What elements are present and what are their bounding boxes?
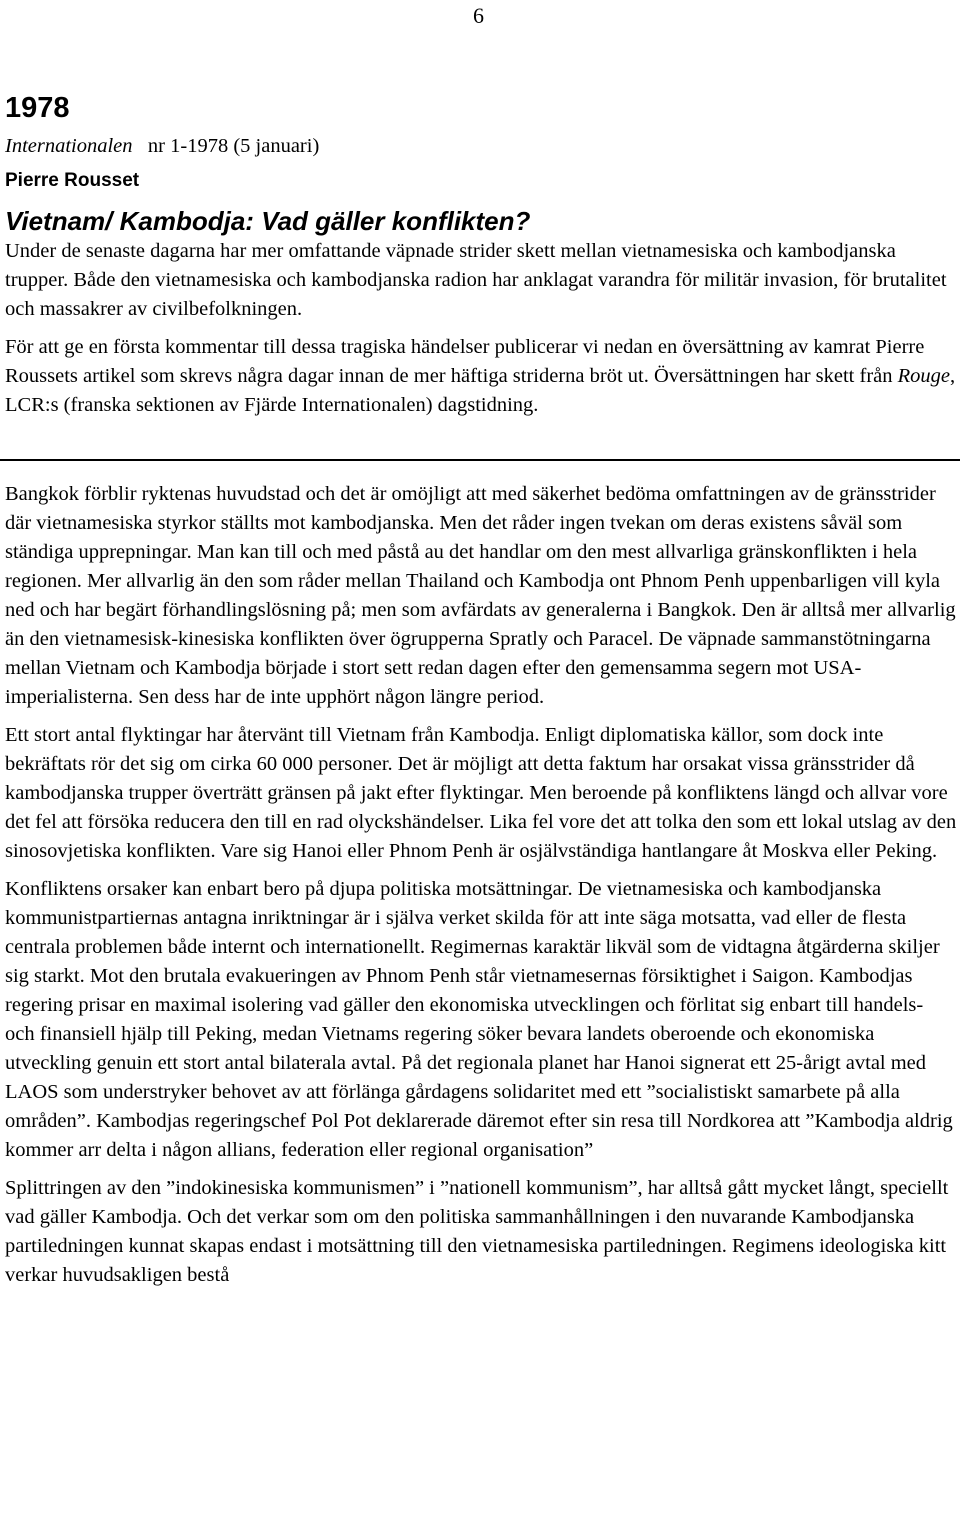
page-number: 6 [473, 3, 484, 28]
body-paragraph: Konfliktens orsaker kan enbart bero på djupa politiska motsättningar. De vietnamesiska och kambodjanska kommunistpartiernas antagna inriktningar är i själva verket skilda för att inte säga motsatta, vad eller de flesta centrala problemen både internt och internationellt. Regimernas karaktär likväl som de vidtagna åtgärderna skiljer sig starkt. Mot den brutala evakueringen av Phnom Penh står vietnamesernas försiktighet i Saigon. Kambodjas regering prisar en maximal isolering vad gäller den ekonomiska utvecklingen och förlitat sig enbart till handels- och finansiell hjälp till Peking, medan Vietnams regering söker bevara landets oberoende och ekonomiska utveckling genuin ett stort antal bilaterala avtal. På det regionala planet har Hanoi signerat ett 25-årigt avtal med LAOS som understryker behovet av att förlänga gårdagens solidaritet med ett ”socialistiskt samarbete på alla områden”. Kambodjas regeringschef Pol Pot deklarerade däremot efter sin resa till Nordkorea att ”Kambodja aldrig kommer arr delta i någon allians, federation eller regional organisation” [5, 878, 953, 1161]
publication-name: Internationalen [5, 135, 133, 157]
article [5, 89, 957, 1290]
body-paragraph: Bangkok förblir ryktenas huvudstad och det är omöjligt att med säkerhet bedöma omfattningen av de gränsstrider där vietnamesiska styrkor ställts mot kambodjanska. Men det råder ingen tvekan om deras existens såväl som ständiga upprepningar. Man kan till och med påstå au det handlar om den mest allvarliga gränskonflikten i hela regionen. Mer allvarlig än den som råder mellan Thailand och Kambodja ont Phnom Penh uppenbarligen vill kyla ned och har begärt förhandlingslösning på; men som avfärdats av generalerna i Bangkok. Den är alltså mer allvarlig än den vietnamesisk-kinesiska konflikten över ögrupperna Spratly och Paracel. De väpnade sammanstötningarna mellan Vietnam och Kambodja började i stort sett redan dagen efter den gemensamma segern mot USA-imperialisterna. Sen dess har de inte upphört någon längre period. [5, 483, 956, 708]
translator-note-text: För att ge en första kommentar till dessa tragiska händelser publicerar vi nedan en översättning av kamrat Pierre Roussets artikel som skrevs några dagar innan de mer häftiga striderna bröt ut. Översättningen har skett från [5, 336, 925, 387]
section-divider [0, 459, 960, 461]
year-heading: 1978 [5, 92, 70, 124]
article-headline: Vietnam/ Kambodja: Vad gäller konflikten? [5, 206, 531, 236]
translator-note [5, 333, 957, 420]
intro-paragraph: Under de senaste dagarna har mer omfattande väpnade strider skett mellan vietnamesiska och kambodjanska trupper. Både den vietnamesiska och kambodjanska radion har anklagat varandra för militär invasion, för brutalitet och massakrer av civilbefolkningen. [5, 240, 947, 320]
translator-note-text-end: , LCR:s (franska sektionen av Fjärde Internationalen) dagstidning. [5, 365, 956, 416]
issue-line [5, 132, 957, 160]
body-paragraph: Splittringen av den ”indokinesiska kommunismen” i ”nationell kommunism”, har alltså gått mycket långt, speciellt vad gäller Kambodja. Och det verkar som om den politiska sammanhållningen i den nuvarande Kambodjanska partiledningen kunnat skapas endast i motsättning till den vietnamesiska partiledningen. Regimens ideologiska kitt verkar huvudsakligen bestå [5, 1177, 949, 1286]
author-name: Pierre Rousset [5, 170, 140, 191]
source-name: Rouge [897, 365, 950, 387]
body-paragraph: Ett stort antal flyktingar har återvänt till Vietnam från Kambodja. Enligt diplomatiska källor, som dock inte bekräftats rör det sig om cirka 60 000 personer. Det är möjligt att detta faktum har orsakat vissa gränsstrider då kambodjanska trupper överträtt gränsen på jakt efter flyktingar. Men beroende på konfliktens längd och allvar vore det fel att försöka reducera den till en rad olyckshändelser. Lika fel vore det att tolka den som ett lokal utslag av den sinosovjetiska konflikten. Vare sig Hanoi eller Phnom Penh är osjälvständiga hantlangare åt Moskva eller Peking. [5, 724, 957, 862]
issue-number: nr 1-1978 (5 januari) [147, 135, 320, 157]
